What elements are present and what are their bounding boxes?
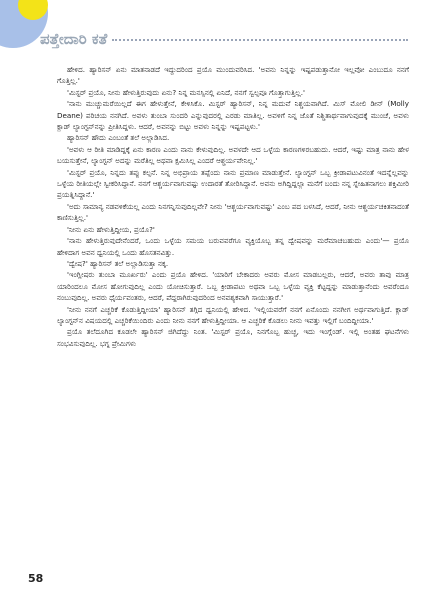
paragraph: 'ಅವಳು ಆ ರೀತಿ ಮಾಡಿದ್ದಕ್ಕೆ ಏನು ಕಾರಣ ಎಂದು ನಾನು ಕೇಳುವುದಿಲ್ಲ. ಅವಳದೇ ಆದ ಒಳ್ಳೆಯ ಕಾರಣಗಳಿರಬಹುದು. ಆದರೆ, ಇಷ್ಟು ಮಾತ್ರ ನಾನು ಹೇಳ ಬಯಸುತ್ತೇನೆ, ಲ್ಯಾಂಗ್ಟನ್ ಅದನ್ನು ಮರೆತಿಲ್ಲ ಅಥವಾ ಕ್ಷಮಿಸಿಲ್ಲ ಎಂದರೆ ಆಶ್ಚರ್ಯವೇನಿಲ್ಲ.' (57, 144, 409, 166)
paragraph: ಪ್ರಯೊ ತಲೆದೂಗಿದ ಕೂಡಲೇ ಹ್ಯಾರಿಸನ್ ಜಿಗಿದೆದ್ದು ನಿಂತ. 'ಮಿಸ್ಟರ್ ಪ್ರಯೊ, ನಿನಗೊಬ್ಬ ಹುಚ್ಚ, ಇದು ಇಂಗ್ಲೆಂಡ್. ಇಲ್ಲಿ ಅಂತಹ ಘಟನೆಗಳು ಸಂಭವಿಸುವುದಿಲ್ಲ. ಭಗ್ನ ಪ್ರೇಮಿಗಳು (57, 327, 409, 348)
paragraph: 'ನೀನು ನನಗೆ ಎಚ್ಚರಿಕೆ ಕೊಡುತ್ತಿದ್ದೀಯಾ' ಹ್ಯಾರಿಸನ್ ತಗ್ಗಿದ ಧ್ವನಿಯಲ್ಲಿ ಹೇಳಿದ. 'ಇಲ್ಲಿಯವರೆಗೆ ನನಗೆ ಏನೊಂದು ನನಗೀಗ ಅರ್ಥವಾಗುತ್ತಿದೆ. ಕ್ಲಾಡ್ ಲ್ಯಾಂಗ್ಟನ್‌ನ ವಿಷಯದಲ್ಲಿ ಎಚ್ಚರಿಕೆಯಿಂದಿರು ಎಂದು ನೀನು ನನಗೆ ಹೇಳುತ್ತಿದ್ದೀಯಾ. ಆ ಎಚ್ಚರಿಕೆ ಕೊಡಲು ನೀನು ಇವತ್ತು ಇಲ್ಲಿಗೆ ಬಂದಿದ್ದೀಯಾ.' (57, 304, 409, 325)
paragraph: ಹ್ಯಾರಿಸನ್ ಹೌದು ಎಂಬಂತೆ ತಲೆ ಅಲ್ಲಾಡಿಸಿದ. (67, 133, 170, 143)
section-title: ಪತ್ತೇದಾರಿ ಕತೆ (40, 30, 108, 48)
paragraph: 'ನಾನು ಹೇಳುತ್ತಿರುವುದೇನೆಂದರೆ, ಒಂದು ಒಳ್ಳೆಯ ಸಮಯ ಬರುವವರೆಗೂ ವ್ಯಕ್ತಿಯೊಬ್ಬ ತನ್ನ ದ್ವೇಷವನ್ನು ಮರೆಮಾಚಬಹುದು ಎಂದು'— ಪ್ರಯೊ ಹೇಳಿದಾಗ ಅವನ ಧ್ವನಿಯಲ್ಲಿ ಒಂದು ಹೊಸತನವಿತ್ತು. (57, 236, 409, 257)
paragraph: 'ನೀನು ಏನು ಹೇಳುತ್ತಿದ್ದೀಯ, ಪ್ರಯೊ?' (67, 224, 155, 234)
story-text (57, 64, 409, 349)
paragraph: ಹೇಳಿದ. ಹ್ಯಾರಿಸನ್ ಏನು ಮಾತನಾಡದೆ ಇದ್ದುದರಿಂದ ಪ್ರಯೊ ಮುಂದುವರಿಸಿದ. 'ಅವನು ನಿನ್ನನ್ನು ಇಷ್ಟಪಡುತ್ತಾನೋ ಇಲ್ಲವೋ ಎಂಬುದೂ ನನಗೆ ಗೊತ್ತಿಲ್ಲ.' (57, 65, 409, 86)
page-number: 58 (28, 572, 44, 585)
paragraph: 'ಮಿಸ್ಟರ್ ಪ್ರಯೊ, ನೀನು ಹೇಳುತ್ತಿರುವುದು ಏನು? ನಿನ್ನ ಮನಸ್ಸಿನಲ್ಲಿ ಏನಿದೆ, ನನಗೆ ಸ್ವಲ್ಪವೂ ಗೊತ್ತಾಗುತ್ತಿಲ್ಲ.' (67, 87, 305, 97)
paragraph: 'ನಾನು ಮುಚ್ಚುಮರೆಯಿಲ್ಲದೆ ಈಗ ಹೇಳುತ್ತೇನೆ, ಕೇಳಿಸಿಕೊ. ಮಿಸ್ಟರ್ ಹ್ಯಾರಿಸನ್, ನಿನ್ನ ಮದುವೆ ನಿಶ್ಚಯವಾಗಿದೆ. ಮಿಸ್ ಮೋಲಿ ಡೀನ್ (Molly Deane) ಪರಿಚಯ ನನಗಿದೆ. ಅವಳು ತುಂಬಾ ಸುಂದರಿ ಎನ್ನುವುದರಲ್ಲಿ ಎರಡು ಮಾತಿಲ್ಲ. ಅವಳಿಗೆ ನಿನ್ನ ಜೊತೆ ನಿಶ್ಚಿತಾರ್ಥವಾಗುವುದಕ್ಕೆ ಮುಂಚೆ, ಅವಳು ಕ್ಲಾಡ್ ಲ್ಯಾಂಗ್ಟನ್‌ನನ್ನು ಪ್ರೀತಿಸಿದ್ದಳು. ಆದರೆ, ಅವನನ್ನು ಬಿಟ್ಟು ಅವಳು ನಿನ್ನನ್ನು ಇಷ್ಟಪಟ್ಟಳು.' (57, 99, 409, 132)
paragraph: 'ಇಂಗ್ಲೀಷರು ತುಂಬಾ ಮೂರ್ಖರು' ಎಂದು ಪ್ರಯೊ ಹೇಳಿದ. 'ಯಾರಿಗೆ ಬೇಕಾದರು ಅವರು ಮೋಸ ಮಾಡಬಲ್ಲರು, ಆದರೆ, ಅವರು ತಾವು ಮಾತ್ರ ಯಾರಿಂದಲೂ ಮೋಸ ಹೋಗುವುದಿಲ್ಲ ಎಂದು ಯೋಚಿಸುತ್ತಾರೆ. ಒಬ್ಬ ಕ್ರೀಡಾಪಟು ಅಥವಾ ಒಬ್ಬ ಒಳ್ಳೆಯ ವ್ಯಕ್ತಿ ಕೆಟ್ಟದ್ದನ್ನು ಮಾಡುತ್ತಾನೆಂದು ಅವರೆಂದೂ ನಂಬುವುದಿಲ್ಲ. ಅವರು ಧೈರ್ಯವಂತರು, ಆದರೆ, ಪೆದ್ದರಾಗಿರುವುದರಿಂದ ಅನವಶ್ಯಕವಾಗಿ ಸಾಯುತ್ತಾರೆ.' (57, 270, 409, 303)
header-dotted-rule (112, 39, 408, 41)
paragraph: 'ಅದು ಸಾಮಾನ್ಯ ನಡವಳಿಕೆಯಲ್ಲ ಎಂದು ನಿನಗನ್ನಿಸುವುದಿಲ್ಲವೇ? ನೀನು 'ಆಶ್ಚರ್ಯವಾಗುವಷ್ಟು' ಎಂಬ ಪದ ಬಳಸಿದೆ, ಆದರೆ, ನೀನು ಆಶ್ಚರ್ಯಚಕಿತನಾದಂತೆ ಕಾಣಿಸುತ್ತಿಲ್ಲ.' (57, 201, 409, 223)
paragraph: 'ಮಿಸ್ಟರ್ ಪ್ರಯೊ, ನಿನ್ನದು ತಪ್ಪು ಕಲ್ಪನೆ. ನಿನ್ನ ಅಭಿಪ್ರಾಯ ತಪ್ಪೆಂದು ನಾನು ಪ್ರಮಾಣ ಮಾಡುತ್ತೇನೆ. ಲ್ಯಾಂಗ್ಟನ್ ಒಬ್ಬ ಕ್ರೀಡಾಪಟುವಿನಂತೆ ಇದನ್ನೆಲ್ಲವನ್ನು ಒಳ್ಳೆಯ ರೀತಿಯಲ್ಲೇ ಸ್ವೀಕರಿಸಿದ್ದಾನೆ. ನನಗೆ ಆಶ್ಚರ್ಯವಾಗುವಷ್ಟು ಉದಾರತೆ ತೋರಿಸಿದ್ದಾನೆ. ಅವನು ಅಗಿದ್ದಿದ್ದಲ್ಲಾ ಮನೆಗೆ ಬಂದು ನನ್ನ ಸ್ನೇಹಿತನಾಗಲು ಶಕ್ತಿಮೀರಿ ಪ್ರಯತ್ನಿಸಿದ್ದಾನೆ.' (57, 167, 409, 200)
paragraph: 'ದ್ವೇಷ?' ಹ್ಯಾರಿಸನ್ ತಲೆ ಅಲ್ಲಾಡಿಸುತ್ತಾ ನಕ್ಕ. (67, 258, 169, 268)
